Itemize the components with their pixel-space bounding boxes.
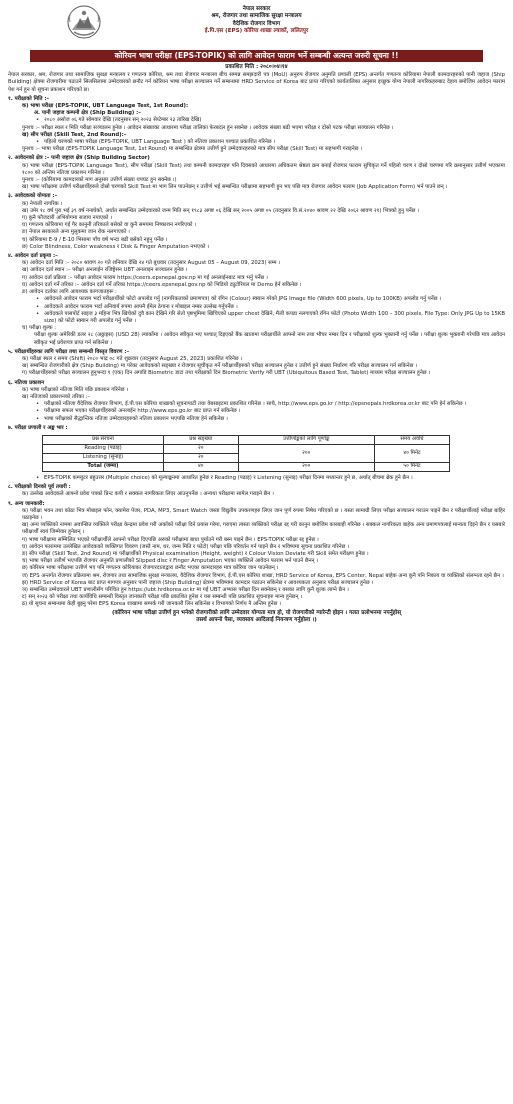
list-item: घ) आवेदन फाराममा उल्लेखित आवेदकको व्यक्तिगत विवरण (जस्तै नाम, थर, जन्म मिति र फोटो) परीक्षा पछि परिवर्तन गर्न पाइने छैन र भविष्यमा सूचना प्रकाशित गरिनेछ । bbox=[22, 543, 350, 550]
list-item: क) परीक्षा स्थल र समय (Shift) २०८० भाद्र ०८ गते शुक्रवार (तदनुसार August 25, 2023) प्रकाशित गरिनेछ । bbox=[22, 355, 243, 362]
header-line: नेपाल सरकार bbox=[242, 6, 271, 12]
note-text: पुनश्च :– भाषा परीक्षा (EPS-TOPIK Language Test, 1st Round) मा सम्बन्धित क्षेत्रमा उत्तीर्ण हुने उम्मेदवारहरुको मात्र सीप परीक्षा (Skill Test) मा सहभागी गराइनेछ । bbox=[22, 146, 363, 153]
closing-line: तसर्थ आफ्नो पैसा, व्यवसाय आदिलाई नियन्त्रण गर्नुहोला ।) bbox=[196, 617, 317, 624]
header-line: श्रम, रोजगार तथा सामाजिक सुरक्षा मन्त्रालय bbox=[211, 13, 302, 20]
section-heading: ८. परीक्षाको दिनको पूर्व तयारी : bbox=[8, 484, 71, 491]
table-total-row bbox=[43, 462, 450, 471]
letterhead bbox=[8, 4, 505, 50]
bullet-item: • EPS-TOPIK कम्प्युटर बहुउत्तर (Multiple choice) को मूल्याङ्कनमा आधारित हुनेछ र Reading (पढाइ) र Listening (सुनाइ) परीक्षा दिनमा मध्यान्तर हुने छ, अर्थात् बीचमा ब्रेक हुने छैन । bbox=[8, 475, 505, 482]
list-item: च) परीक्षा शुल्क : bbox=[22, 325, 57, 332]
section-heading: २. आवेदनको क्षेत्र :– पानी जहाज क्षेत्र (Ship Building Sector) bbox=[8, 155, 150, 162]
list-item: क) भाषा परीक्षाको नतिजा मिति पछि प्रकाशन गरिनेछ । bbox=[22, 386, 129, 393]
list-item: ग) भाषा परीक्षामा सम्मिलित भएको परीक्षार्थीले आफ्नो परीक्षा दिएपछि अरुको परीक्षामा बाधा पुर्याउने गरी बस्न पाइने छैन । EPS-TOPIK परीक्षा रद्द हुनेछ । bbox=[22, 536, 319, 543]
list-item: क) आवेदन दर्ता मिति :– २०८० श्रावण २० गते शनिवार देखि २४ गते बुधवार (तदनुसार August 05 – August 09, 2023) सम्म । bbox=[22, 260, 281, 267]
table-row bbox=[43, 444, 450, 453]
note-text: पुनश्च :– (कोरियामा कामदारको माग अनुसार उत्तीर्ण संख्या थपघट हुन सक्नेछ ।) bbox=[22, 177, 177, 184]
list-item: ज) EPS अन्तर्गत रोजगार प्रक्रियामा श्रम, रोजगार तथा सामाजिक सुरक्षा मन्त्रालय, वैदेशिक रोजगार विभाग, ई.पी.एस कोरिया शाखा, HRD Service of Korea, EPS Center, Nepal बाहेक अन्य कुनै पनि निकाय वा व्यक्तिको संलग्नता रहने छैन । bbox=[22, 572, 504, 579]
list-item: छ) कोरियन भाषा परीक्षामा उत्तीर्ण भए पनि गणतन्त्र कोरियाका रोजगारदाताद्वारा छनौट भएका कामदारहरु मात्र कोरिया जान पाउनेछन् । bbox=[22, 565, 279, 572]
bullet-item: • परीक्षाको नतिजा वैदेशिक रोजगार विभाग, ई.पी.एस कोरिया शाखाको सूचनापाटी तथा वेबसाइटमा प्रकाशित गरिनेछ । साथै, http://www.eps.go.kr / http://epsnepals.hrdkorea.or.kr बाट पनि हेर्न सकिनेछ । bbox=[8, 401, 505, 408]
intro-paragraph: नेपाल सरकार, श्रम, रोजगार तथा सामाजिक सुरक्षा मन्त्रालय र गणतन्त्र कोरिया, श्रम तथा रोजगार मन्त्रालय बीच सम्पन्न समझदारी पत्र (MoU) अनुरुप रोजगार अनुमति प्रणाली (EPS) अन्तर्गत गणतन्त्र कोरियामा नेपाली कामदारहरुको पानी जहाज (Ship Building) क्षेत्रमा रोजगारीमा पठाउने सिलसिलामा उम्मेदवारको छनौट गर्न कोरियन भाषा परीक्षा सञ्चालन गर्ने सम्बन्धमा HRD Service of Korea बाट प्राप्त गरिएको कार्यतालिका अनुसार इच्छुक योग्य नेपाली नागरिकहरुबाट देहाय बमोजिम आवेदन फाराम पेश गर्न हुन यो सूचना प्रकाशन गरिएको छ। bbox=[8, 72, 505, 93]
list-item: ठ) यो सूचना सम्बन्धमा केही बुझ्नु परेमा EPS Korea शाखामा सम्पर्क गरी जानकारी लिन सकिनेछ र विभागको निर्णय नै अन्तिम हुनेछ । bbox=[22, 601, 282, 608]
column-header: समय अवधि bbox=[374, 435, 449, 444]
list-item: ग) कुनै फौजदारी अभियोगमा सजाय नपाएको । bbox=[22, 215, 113, 222]
column-header: प्रश्न संरचना bbox=[43, 435, 164, 444]
bullet-item: • २०८० असोज ०६ गते सोमवार देखि (तदनुसार सन् २०२३ सेप्टेम्बर २३ तारिख देखि) bbox=[8, 117, 505, 124]
paragraph: क) भाषा परीक्षा (EPS-TOPIK Language Test), सीप परीक्षा (Skill Test) तथा कम्पनी कामदारहरु पनि दिवसको आधारमा अधिकतम श्रेष्ठता क्रम बनाई रोजगार फाराम सुचिकृत गर्ने पहिलो चरण र दोस्रो चरणमा गरि क्रमानुसार उत्तीर्ण भएकामा १८०० को अन्तिम नतिजा प्रकाशन गरिनेछ । bbox=[22, 162, 505, 176]
notice-page bbox=[8, 4, 505, 1094]
section-heading: ५. परीक्षार्थीहरुका लागि परीक्षा तथा सम्बन्धी विस्तृत विवरण :– bbox=[8, 348, 130, 355]
list-item: छ) Color Blindness, Color weakness र Disk & Finger Amputation नभएको । bbox=[22, 243, 210, 250]
list-item: घ) आवेदन दर्ता गर्ने तरिका :– आवेदन दर्ता गर्ने तरिका https://ceers.epsnepal.gov.np को भिडियो ट्युटोरियल मा Demo हेर्न सकिनेछ । bbox=[22, 281, 302, 288]
column-header: प्रश्न सङ्ख्या bbox=[164, 435, 239, 444]
subsection-heading: क) भाषा परीक्षा (EPS-TOPIK, UBT Language Test, 1st Round): bbox=[22, 103, 189, 110]
column-header: उत्तीर्णाङ्कको लागि पूर्णाङ्क bbox=[238, 435, 374, 444]
list-item: घ) गणतन्त्र कोरियामा गई गैर कानुनी तरिकाले बसेको वा कुनै समयमा निष्काशन नगरिएको । bbox=[22, 222, 197, 229]
subsection-heading: अ. पानी जहाज कम्पनी क्षेत्र (Ship Building) :– bbox=[34, 110, 141, 117]
table-cell: ५० मिनेट bbox=[374, 462, 449, 471]
table-cell: २० bbox=[164, 453, 239, 462]
list-item: ङ) नेपाल सरकारले अन्य मुलुकमा जान रोक नलगाएको । bbox=[22, 229, 130, 236]
list-item: च) कोरियामा E-9 / E-10 भिसामा पाँच वर्ष भन्दा बढी बसेको नहुनु पर्नेछ । bbox=[22, 236, 168, 243]
note-text: पुनश्च :– परीक्षा स्थल र मिति परीक्षा सञ्चालन हुनेछ । आवेदन संख्याका आधारमा परीक्षा तालिका फेरबदल हुन सक्नेछ । आवेदक संख्या बढी भएमा परीक्षा र दोस्रो पटक परीक्षा सञ्चालन गरिनेछ । bbox=[22, 124, 394, 131]
bullet-item: • आवेदकले आवेदन फाराम भर्दा अनिवार्य रुपमा आफ्नै ईमेल ठेगाना र मोबाइल नम्बर उल्लेख गर्नुपर्नेछ । bbox=[8, 304, 505, 311]
table-cell: २०० bbox=[238, 462, 374, 471]
bullet-item: • परीक्षामा सफल भएका परीक्षार्थीहरुको अनलाईन http://www.eps.go.kr बाट प्राप्त गर्न सकिनेछ । bbox=[8, 408, 505, 415]
paragraph: ख) भाषा परीक्षामा उत्तीर्ण परीक्षार्थीहरुले दोस्रो चरणको Skill Test मा भाग लिन पाउनेछन् र उत्तीर्ण भई सम्बन्धित परीक्षामा सहभागी हुन भए पछि मात्र रोजगार आवेदन फाराम (Job Application Form) भर्न पाउने छन् । bbox=[22, 184, 448, 191]
list-item: ख) नतिजाको प्रकाशनको तरिका :– bbox=[22, 393, 91, 400]
table-cell: २० bbox=[164, 444, 239, 453]
table-cell bbox=[43, 462, 164, 471]
header-line: ई.पि.एस (EPS) कोरिया शाखा ल्याकों, ललितपुर bbox=[204, 28, 309, 35]
table-cell: Reading (पढाइ) bbox=[43, 444, 164, 453]
section-heading: १. परीक्षाको मिति :– bbox=[8, 95, 50, 102]
list-item: झ) HRD Service of Korea बाट प्राप्त मागपत्र अनुसार पानी जहाज (Ship Building) क्षेत्रमा भविष्यमा कामदार पठाउन सकिनेछ र आवश्यकता अनुसार परीक्षा सञ्चालन हुनेछ । bbox=[22, 579, 374, 586]
list-item: ख) अन्य व्यक्तिको नाममा अवान्छित व्यक्तिले परीक्षा केन्द्रमा प्रवेश गरी अर्काको परीक्षा दिने प्रयास गरेमा, गराएमा त्यस्ता व्यक्तिको परीक्षा रद्द गरी कानुन बमोजिम कारबाही गरिनेछ । सक्कल नागरिकता बाहेक अन्य प्रमाणपत्रलाई मान्यता दिइने छैन र यसबारे परीक्षार्थी स्वयं जिम्मेवार हुनेछन् । bbox=[22, 522, 505, 536]
bullet-item: • पहिलो चरणको भाषा परीक्षा (EPS-TOPIK, UBT Language Test ) को नतिजा प्रकाशन पश्चात प्रकाशित गरिनेछ । bbox=[8, 139, 505, 146]
subsection-heading: ख) सीप परीक्षा (Skill Test, 2nd Round):– bbox=[22, 131, 127, 138]
notice-title: कोरियन भाषा परीक्षा (EPS-TOPIK) को लागि आवेदन फाराम भर्ने सम्बन्धी अत्यन्त जरुरी सूचना !! bbox=[30, 50, 483, 62]
table-header-row bbox=[43, 435, 450, 444]
paragraph: परीक्षा शुल्क अमेरिकी डलर २८ (अठ्ठाइस) (USD 28) ल्याकोंमा । आवेदन स्वीकृत भए पश्चात् दिइएको बैंक खातामा परीक्षार्थीले आफ्नो नाम तथा भौचर नम्बर दिन र परीक्षाको शुल्क भुक्तानी गर्नु पर्नेछ । परीक्षा शुल्क भुक्तानी गरेपछि मात्र आवेदन स्वीकृत भई प्रवेशपत्र प्राप्त गर्न सकिनेछ । bbox=[34, 332, 505, 346]
list-item: ग) आवेदन दर्ता प्रक्रिया :– परीक्षा आवेदन फाराम https://ceers.epsnepal.gov.np मा गई अनलाईनबाट मात्र भर्नु पर्नेछ । bbox=[22, 274, 268, 281]
bullet-item: • आवेदकले पासपोर्ट साइज ३ महिना भित्र खिचेको दुवै कान देखिने गरि सेतो पृष्ठभूमिमा खिचिएको upper chest देखिने, मैली कपडा नलगाएको रंगिन फोटो (Photo Width 100 – 300 pixels, File Type: Only JPG Up to 15KB size) को फोटो स्क्यान गरी अपलोड गर्नु पर्नेछ । bbox=[8, 311, 505, 325]
table-cell: ४० bbox=[164, 462, 239, 471]
list-item: ङ) आवेदन दर्ताका लागि आवश्यक कागजातहरू : bbox=[22, 289, 117, 296]
bullet-item: • भाषा परीक्षाको सैद्धान्तिक नतिजा उम्मेदवारहरुको नतिजा प्रकाशन भएपछि नतिजा हेर्न सकिनेछ । bbox=[8, 416, 505, 423]
closing-line: (कोरियन भाषा परीक्षा उत्तीर्ण हुन भनेको रोजगारीको लागि उम्मेदवार योग्यता मात्र हो, यो रोजगारीको ग्यारेन्टी होइन । गलत प्रलोभनमा नपर्नुहोस् bbox=[112, 609, 401, 616]
bullet-item: • आवेदनले आवेदन फाराम भर्दा परीक्षार्थीको फोटो अपलोड गर्नु (नागरिकताको प्रमाणपत्र) को रंगिन (Colour) स्क्यान गरेको JPG Image file (Width 600 pixels, Up to 100KB) अपलोड गर्नु पर्नेछ । bbox=[8, 296, 505, 303]
publish-date: प्रकाशित मिति : २०८०।०४।१४ bbox=[225, 64, 288, 70]
section-heading: ३. आवेदकको योग्यता :– bbox=[8, 193, 58, 200]
table-cell: २०० bbox=[238, 444, 374, 462]
list-item: च) भाषा परीक्षा उत्तीर्ण भएपछि रोजगार अनुमति प्रणालीको Slipped disc र Finger Amputation भएका व्यक्तिले आवेदन फाराम भर्न पाउने छैनन् । bbox=[22, 558, 319, 565]
table-cell: Listening (सुनाइ) bbox=[43, 453, 164, 462]
closing-note bbox=[8, 610, 505, 625]
section-heading: ७. परीक्षा प्रणाली र अङ्क भार : bbox=[8, 424, 68, 431]
list-item: ख) सम्बन्धित रोजगारीको क्षेत्र (Ship Building) मा परेका आवेदकको सङ्ख्या र रोजगार सूचीकृत गर्ने परीक्षार्थीहरुको परीक्षा सञ्चालन हुनेछ र उत्तीर्ण हुने संख्या निर्धारण गरि परीक्षा सञ्चालन गर्न सकिनेछ । bbox=[22, 363, 418, 370]
total-label: Total (जम्मा) bbox=[87, 463, 119, 470]
list-item: ट) सन् २०२३ को परीक्षा तथा कार्यविधि सम्बन्धी विस्तृत जानकारी परीक्षा पछि प्रकाशित हुनेछ र यस सम्बन्धी पछि प्रकाशित सूचनाहरु मान्य हुनेछन् । bbox=[22, 594, 303, 601]
nepal-emblem-icon bbox=[66, 4, 102, 40]
list-item: क) नेपाली नागरिक । bbox=[22, 200, 63, 207]
section-heading: ९. अन्य जानकारी: bbox=[8, 500, 45, 507]
list-item: क) उल्लेख आवेदकले आफ्नो प्रवेश पत्रको प्रिन्ट कपी र सक्कल नागरिकता लिएर आउनुपर्नेछ । अन्यथा परीक्षामा सामेल गराइने छैन । bbox=[22, 491, 274, 498]
list-item: ञ) सम्बन्धित उम्मेदवारले UBT प्रणालीसँग परिचित हुन https://ubt.hrdkorea.or.kr मा गई UBT अभ्यास परीक्षा दिन सक्नेछन् र यसका लागि कुनै शुल्क लाग्ने छैन । bbox=[22, 587, 349, 593]
section-heading: ६. नतिजा प्रकाशन bbox=[8, 379, 45, 386]
list-item: क) परीक्षा भवन तथा कोठा भित्र मोबाइल फोन, क्यामेरा पेजर, PDA, MP3, Smart Watch जस्ता विद्युतीय उपकरणहरु लिएर जान पूर्ण रुपमा निषेध गरिएको छ । यस्ता सामाग्री लिएर परीक्षा सञ्चालन गराउन पाइने छैन र परीक्षार्थीलाई परीक्षा बाहिर पठाइनेछ । bbox=[22, 507, 505, 521]
list-item: ङ) सीप परीक्षा (Skill Test, 2nd Round) मा परीक्षार्थीको Physical examination (Height, weight) र Colour Vision Deviate गरी Skill समेत परीक्षण हुनेछ । bbox=[22, 550, 369, 557]
list-item: ग) परीक्षार्थीहरुको परीक्षा सञ्चालन हुनुभन्दा १ (एक) दिन अगाडि Biometric डाटा तथा परीक्षाको दिन Biometric Verify गरी UBT (Ubiquitous Based Test, Tablet) माध्यम परीक्षा सञ्चालन हुनेछ । bbox=[22, 370, 431, 377]
exam-structure-table bbox=[42, 435, 450, 472]
list-item: ख) उमेर १८ वर्ष पुरा भई ३९ वर्ष ननाघेको, अर्थात सम्बन्धित उम्मेदवारको जन्म मिति सन् १९८३ अगष्ट ०६ देखि सन् २००५ अगष्ट ०५ (तदनुसार वि.सं.२०४० श्रावण २२ देखि २०६२ श्रावण २१) भित्रको हुनु पर्नेछ । bbox=[22, 207, 420, 214]
table-cell: ४० मिनेट bbox=[374, 444, 449, 462]
header-line: वैदेशिक रोजगार विभाग bbox=[232, 20, 281, 27]
section-heading: ४. आवेदन दर्ता प्रकृया :– bbox=[8, 253, 58, 260]
list-item: ख) आवेदन दर्ता स्थान :– परीक्षा अनलाईन रजिष्ट्रेसन UBT अनलाइन सञ्चालन हुनेछ । bbox=[22, 267, 188, 274]
